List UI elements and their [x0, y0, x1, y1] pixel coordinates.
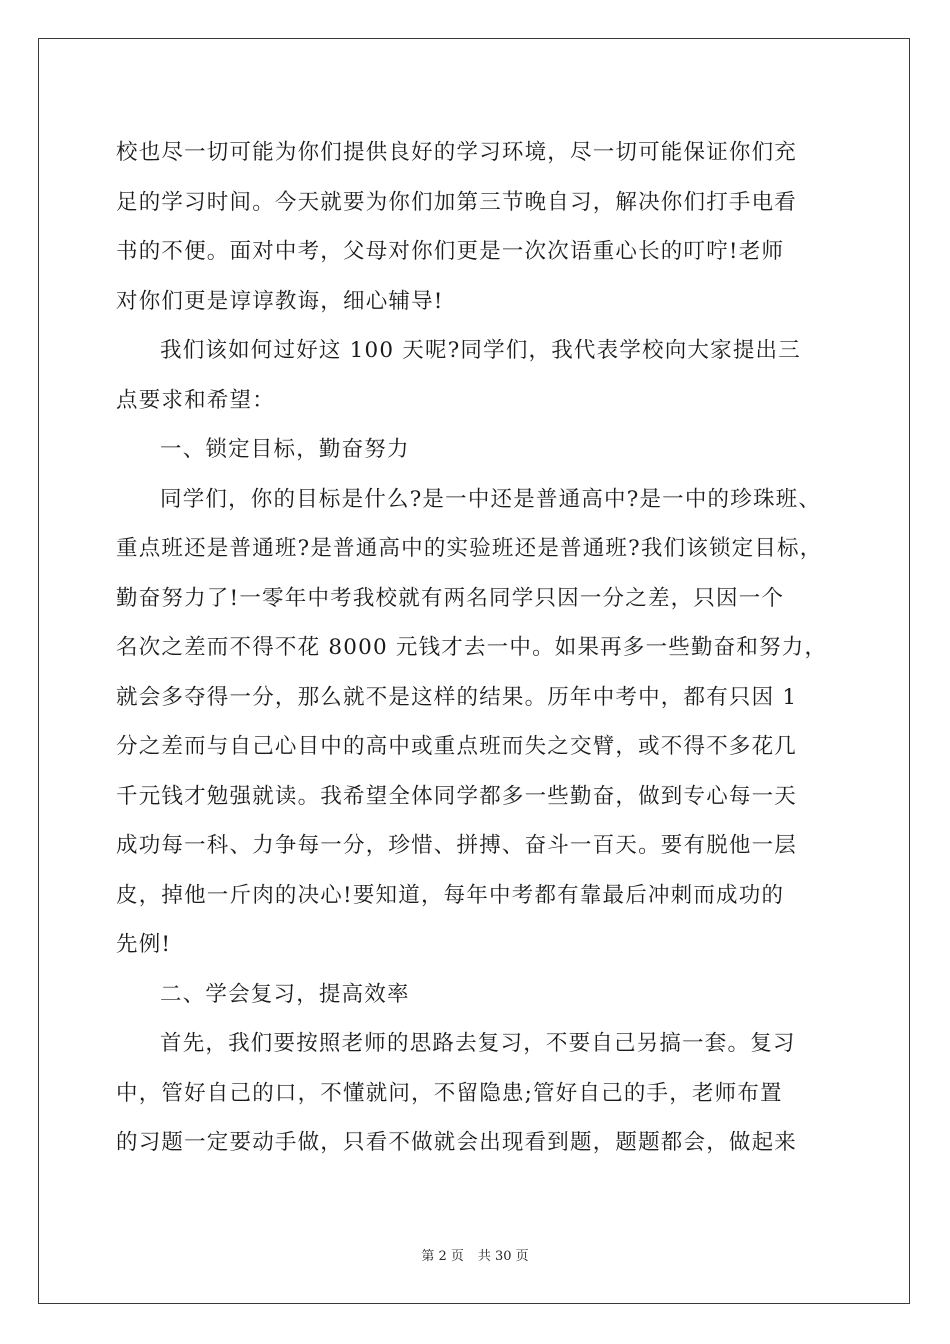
text-line: 皮，掉他一斤肉的决心!要知道，每年中考都有靠最后冲刺而成功的 [116, 882, 785, 908]
text-line: 中，管好自己的口，不懂就问，不留隐患;管好自己的手，老师布置 [116, 1080, 783, 1106]
text-line: 二、学会复习，提高效率 [160, 981, 410, 1007]
text-line: 一、锁定目标，勤奋努力 [160, 437, 410, 462]
text-line: 足的学习时间。今天就要为你们加第三节晚自习，解决你们打手电看 [116, 189, 798, 215]
page-footer [0, 1245, 950, 1264]
text-line: 就会多夺得一分，那么就不是这样的结果。历年中考中，都有只因 1 [116, 684, 798, 710]
text-line: 成功每一科、力争每一分，珍惜、拼搏、奋斗一百天。要有脱他一层 [116, 833, 798, 858]
text-line: 首先，我们要按照老师的思路去复习，不要自己另搞一套。复习 [160, 1031, 796, 1056]
text-line: 书的不便。面对中考，父母对你们更是一次次语重心长的叮咛!老师 [116, 239, 785, 264]
text-line: 重点班还是普通班?是普通高中的实验班还是普通班?我们该锁定目标， [116, 536, 823, 561]
text-line: 校也尽一切可能为你们提供良好的学习环境，尽一切可能保证你们充 [116, 140, 798, 165]
document-body [116, 128, 836, 1168]
text-line: 的习题一定要动手做，只看不做就会出现看到题，题题都会，做起来 [116, 1130, 798, 1155]
text-line: 名次之差而不得不花 8000 元钱才去一中。如果再多一些勤奋和努力， [116, 635, 828, 660]
page-number: 第 2 页 [421, 1249, 464, 1264]
text-line: 千元钱才勉强就读。我希望全体同学都多一些勤奋，做到专心每一天 [116, 783, 798, 809]
page-total: 共 30 页 [477, 1249, 529, 1264]
text-line: 同学们，你的目标是什么?是一中还是普通高中?是一中的珍珠班、 [160, 486, 822, 512]
text-line: 分之差而与自己心目中的高中或重点班而失之交臂，或不得不多花几 [116, 734, 798, 759]
text-line: 勤奋努力了!一零年中考我校就有两名同学只因一分之差，只因一个 [116, 585, 785, 611]
text-line: 我们该如何过好这 100 天呢?同学们，我代表学校向大家提出三 [160, 338, 801, 363]
text-line: 点要求和希望： [116, 387, 275, 413]
text-line: 先例! [116, 932, 172, 957]
text-line: 对你们更是谆谆教诲，细心辅导! [116, 288, 444, 314]
